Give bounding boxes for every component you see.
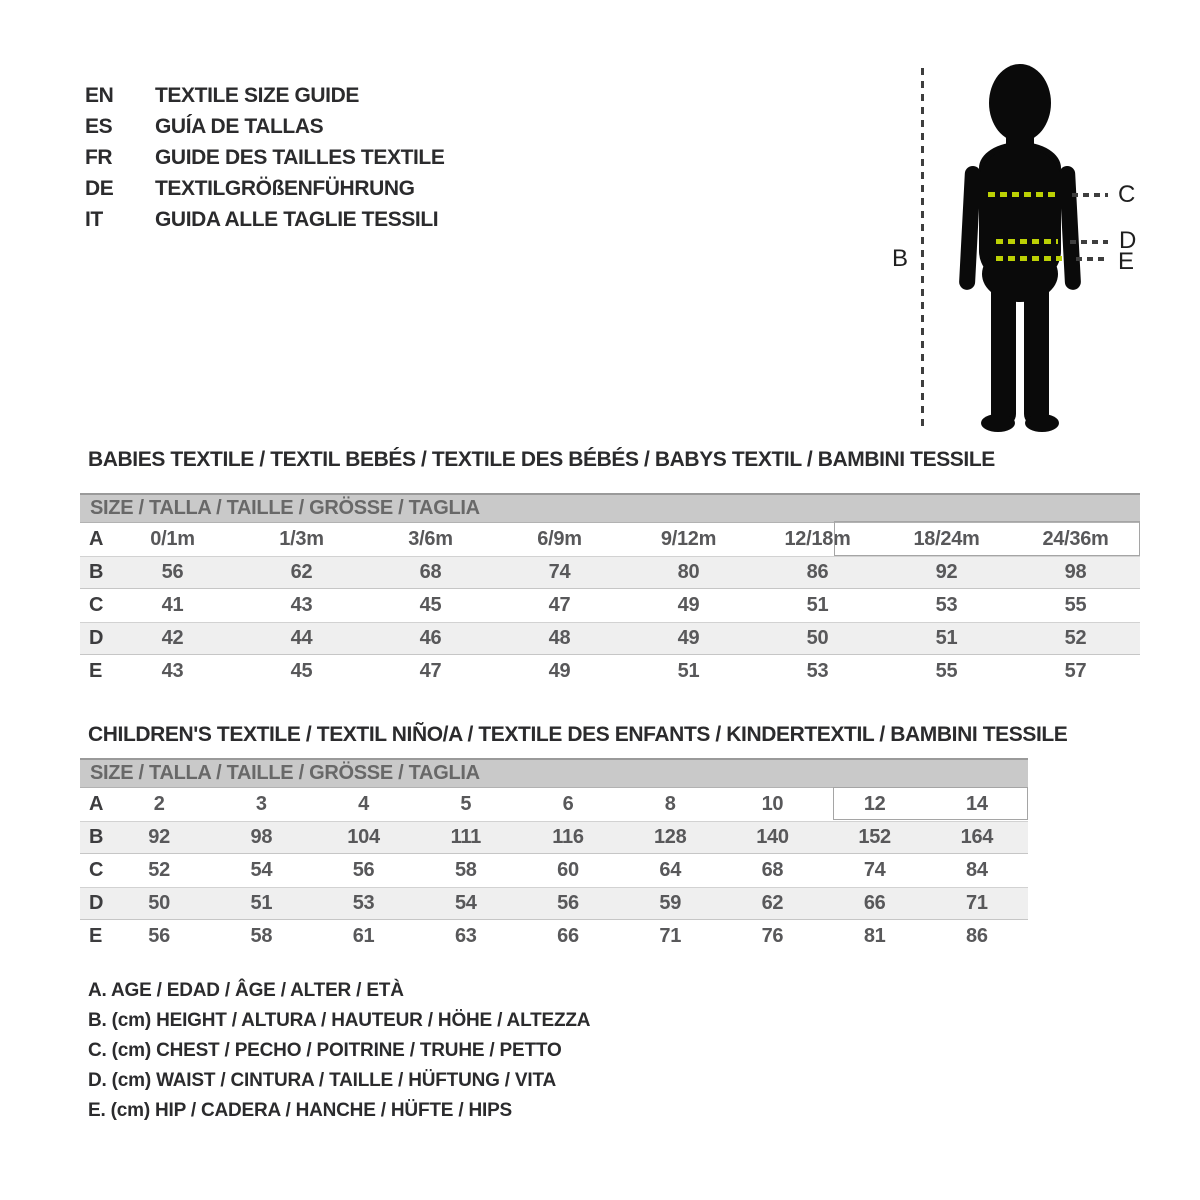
height-dashed-line — [921, 68, 924, 432]
legend-line: C. (cm) CHEST / PECHO / POITRINE / TRUHE / PETTO — [88, 1040, 562, 1061]
size-cell: 53 — [935, 594, 958, 616]
size-cell: 80 — [677, 561, 700, 583]
size-cell: 18/24m — [913, 528, 980, 550]
size-cell: 74 — [863, 859, 886, 881]
size-cell: 52 — [1064, 627, 1087, 649]
size-cell: 46 — [419, 627, 442, 649]
size-cell: 66 — [863, 892, 886, 914]
silhouette-right-leg — [1024, 268, 1049, 426]
table-row — [80, 655, 1140, 688]
language-code: DE — [85, 176, 114, 200]
size-cell: 51 — [250, 892, 273, 914]
row-label: E — [89, 660, 103, 682]
size-cell: 63 — [454, 925, 477, 947]
size-cell: 45 — [290, 660, 313, 682]
row-label: C — [89, 594, 104, 616]
size-cell: 4 — [358, 793, 369, 815]
silhouette-left-leg — [991, 268, 1016, 426]
language-row — [85, 142, 444, 173]
size-cell: 56 — [557, 892, 579, 914]
size-cell: 47 — [419, 660, 442, 682]
size-cell: 42 — [161, 627, 184, 649]
size-cell: 5 — [460, 793, 472, 815]
babies-selected-size-box — [834, 521, 1140, 556]
size-cell: 49 — [677, 594, 700, 616]
row-label: C — [89, 859, 104, 881]
table-row — [80, 887, 1028, 920]
children-section-title: CHILDREN'S TEXTILE / TEXTIL NIÑO/A / TEXTILE DES ENFANTS / KINDERTEXTIL / BAMBINI TESSILE — [88, 723, 1068, 746]
size-cell: 43 — [161, 660, 184, 682]
size-cell: 0/1m — [150, 528, 195, 550]
chest-guide-line — [1072, 193, 1108, 197]
size-cell: 58 — [250, 925, 273, 947]
language-row — [85, 204, 444, 235]
size-cell: 1/3m — [279, 528, 324, 550]
table-row — [80, 589, 1140, 622]
row-label: B — [89, 561, 104, 583]
size-cell: 104 — [347, 826, 380, 848]
size-cell: 55 — [935, 660, 958, 682]
children-selected-size-box — [833, 787, 1028, 820]
size-cell: 86 — [966, 925, 988, 947]
chest-label: C — [1118, 181, 1136, 208]
language-row — [85, 80, 444, 111]
babies-section-title: BABIES TEXTILE / TEXTIL BEBÉS / TEXTILE DES BÉBÉS / BABYS TEXTIL / BAMBINI TESSILE — [88, 448, 995, 471]
size-cell: 68 — [419, 561, 442, 583]
silhouette-left-foot — [981, 414, 1015, 432]
language-code: EN — [85, 83, 114, 107]
size-cell: 56 — [352, 859, 375, 881]
size-cell: 12 — [863, 793, 886, 815]
size-cell: 58 — [454, 859, 477, 881]
size-cell: 49 — [548, 660, 571, 682]
silhouette-head — [989, 64, 1051, 142]
silhouette-right-foot — [1025, 414, 1059, 432]
size-cell: 76 — [761, 925, 784, 947]
size-cell: 62 — [761, 892, 784, 914]
size-cell: 53 — [806, 660, 829, 682]
size-cell: 66 — [557, 925, 579, 947]
measurement-legend — [88, 976, 590, 1126]
size-cell: 53 — [352, 892, 375, 914]
size-cell: 55 — [1064, 594, 1087, 616]
size-cell: 81 — [863, 925, 886, 947]
size-cell: 111 — [450, 826, 481, 848]
size-cell: 86 — [806, 561, 829, 583]
size-cell: 68 — [761, 859, 784, 881]
table-row — [80, 821, 1028, 854]
size-cell: 47 — [548, 594, 571, 616]
table-row — [80, 556, 1140, 589]
row-label: A — [89, 528, 104, 550]
table-row — [80, 920, 1028, 953]
size-cell: 44 — [290, 627, 313, 649]
size-cell: 57 — [1064, 660, 1087, 682]
size-cell: 74 — [548, 561, 571, 583]
legend-line: B. (cm) HEIGHT / ALTURA / HAUTEUR / HÖHE / ALTEZZA — [88, 1010, 591, 1031]
size-cell: 54 — [250, 859, 273, 881]
guide-title-text: GUIDA ALLE TAGLIE TESSILI — [155, 207, 439, 231]
size-cell: 6/9m — [537, 528, 582, 550]
row-label: D — [89, 627, 104, 649]
language-code: IT — [85, 207, 103, 231]
size-cell: 71 — [659, 925, 682, 947]
waist-label: D — [1119, 227, 1137, 254]
guide-title-text: GUÍA DE TALLAS — [155, 114, 324, 138]
hip-measure-line — [996, 256, 1062, 261]
size-cell: 6 — [562, 793, 574, 815]
size-cell: 3 — [255, 793, 267, 815]
language-code: FR — [85, 145, 113, 169]
size-cell: 49 — [677, 627, 700, 649]
size-cell: 54 — [454, 892, 477, 914]
legend-line: D. (cm) WAIST / CINTURA / TAILLE / HÜFTUNG / VITA — [88, 1070, 556, 1091]
size-cell: 84 — [966, 859, 988, 881]
size-cell: 152 — [858, 826, 891, 848]
size-cell: 43 — [290, 594, 313, 616]
hip-guide-line — [1076, 257, 1108, 261]
child-silhouette — [948, 56, 1092, 438]
language-row — [85, 173, 444, 204]
language-row — [85, 111, 444, 142]
size-cell: 59 — [659, 892, 682, 914]
guide-title-text: TEXTILE SIZE GUIDE — [155, 83, 359, 107]
size-cell: 50 — [148, 892, 170, 914]
size-cell: 51 — [677, 660, 700, 682]
waist-guide-line — [1070, 240, 1108, 244]
size-cell: 41 — [161, 594, 184, 616]
row-label: E — [89, 925, 103, 947]
row-label: A — [89, 793, 104, 815]
hip-label: E — [1118, 248, 1135, 275]
language-code: ES — [85, 114, 113, 138]
size-cell: 3/6m — [408, 528, 453, 550]
chest-measure-line — [988, 192, 1060, 197]
size-cell: 56 — [148, 925, 170, 947]
size-cell: 60 — [557, 859, 579, 881]
size-cell: 8 — [664, 793, 676, 815]
guide-title-text: GUIDE DES TAILLES TEXTILE — [155, 145, 445, 169]
size-cell: 92 — [148, 826, 170, 848]
size-header-row: SIZE / TALLA / TAILLE / GRÖSSE / TAGLIA — [80, 758, 1028, 788]
size-cell: 61 — [352, 925, 375, 947]
row-label: D — [89, 892, 104, 914]
size-cell: 98 — [1064, 561, 1087, 583]
size-cell: 52 — [148, 859, 170, 881]
silhouette-left-arm — [959, 166, 981, 291]
size-cell: 98 — [250, 826, 273, 848]
size-cell: 24/36m — [1042, 528, 1109, 550]
size-cell: 92 — [935, 561, 958, 583]
language-title-list — [85, 80, 444, 235]
size-cell: 62 — [290, 561, 313, 583]
size-cell: 140 — [756, 826, 789, 848]
legend-line: E. (cm) HIP / CADERA / HANCHE / HÜFTE / HIPS — [88, 1100, 513, 1121]
height-label: B — [892, 245, 909, 272]
table-row — [80, 854, 1028, 887]
size-cell: 51 — [935, 627, 958, 649]
size-cell: 128 — [653, 826, 687, 848]
guide-title-text: TEXTILGRÖßENFÜHRUNG — [155, 176, 415, 200]
size-cell: 51 — [806, 594, 829, 616]
size-cell: 9/12m — [660, 528, 717, 550]
row-label: B — [89, 826, 104, 848]
size-cell: 164 — [960, 826, 994, 848]
size-header-row: SIZE / TALLA / TAILLE / GRÖSSE / TAGLIA — [80, 493, 1140, 523]
size-cell: 12/18m — [784, 528, 851, 550]
size-cell: 14 — [966, 793, 988, 815]
size-cell: 64 — [659, 859, 682, 881]
waist-measure-line — [996, 239, 1058, 244]
size-cell: 71 — [966, 892, 988, 914]
legend-line: A. AGE / EDAD / ÂGE / ALTER / ETÀ — [88, 980, 404, 1001]
table-row — [80, 622, 1140, 655]
size-cell: 116 — [552, 826, 584, 848]
silhouette-right-arm — [1059, 166, 1081, 291]
size-cell: 56 — [161, 561, 184, 583]
size-cell: 48 — [548, 627, 571, 649]
size-cell: 2 — [153, 793, 165, 815]
size-cell: 50 — [806, 627, 829, 649]
size-cell: 45 — [419, 594, 442, 616]
size-cell: 10 — [761, 793, 784, 815]
